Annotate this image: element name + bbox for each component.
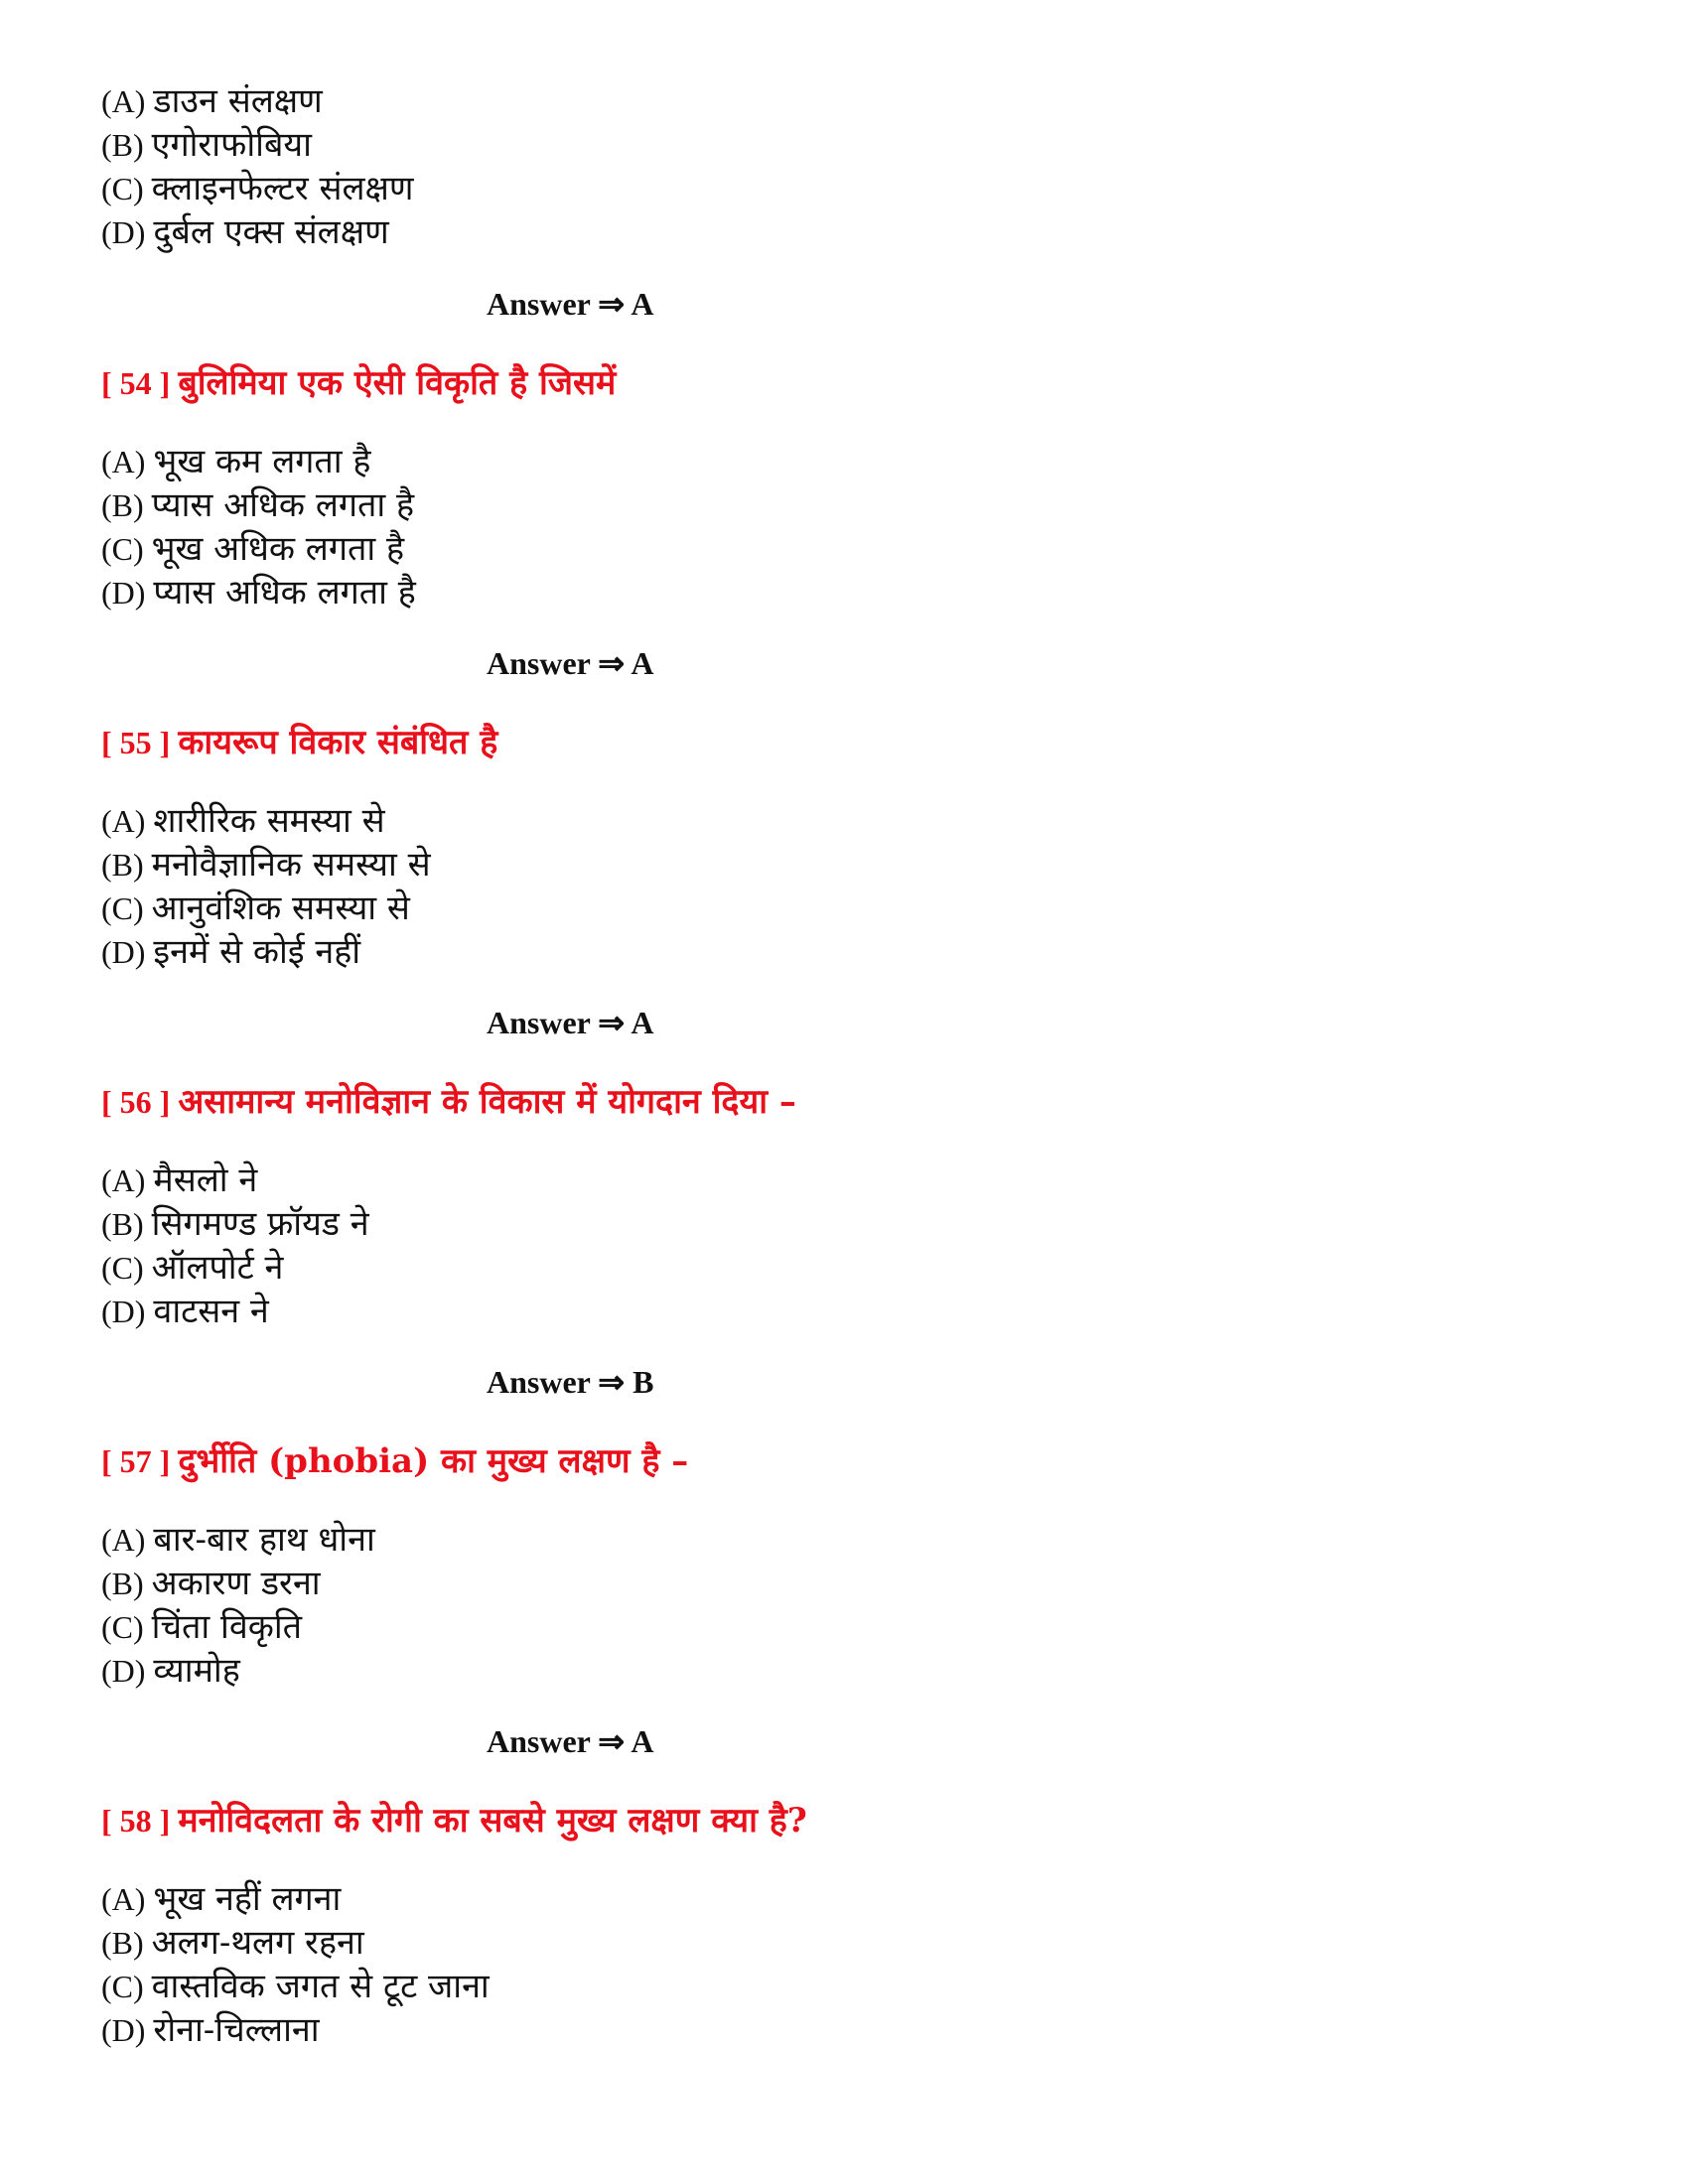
option-c: [101, 1246, 1591, 1290]
option-c: [101, 167, 1591, 210]
option-text: आनुवंशिक समस्या से: [151, 888, 410, 928]
option-a: [101, 79, 1591, 123]
option-text: अलग-थलग रहना: [151, 1923, 364, 1963]
option-c: [101, 1605, 1591, 1649]
option-a: [101, 440, 1591, 483]
option-text: दुर्बल एक्स संलक्षण: [153, 212, 389, 252]
option-b: [101, 843, 1591, 887]
question-text: असामान्य मनोविज्ञान के विकास में योगदान दिया –: [178, 1082, 796, 1122]
option-text: मैसलो ने: [153, 1160, 258, 1200]
options-q56: [101, 1159, 1591, 1333]
option-text: प्यास अधिक लगता है: [153, 573, 416, 613]
option-text: भूख कम लगता है: [153, 442, 371, 481]
option-letter: (D): [101, 1294, 146, 1329]
answer-q56: Answer ⇒ B: [487, 1364, 654, 1400]
option-letter: (B): [101, 1925, 144, 1961]
option-c: [101, 887, 1591, 930]
option-text: एगोराफोबिया: [151, 125, 312, 165]
option-letter: (C): [101, 1969, 144, 2004]
option-a: [101, 1518, 1591, 1562]
option-letter: (C): [101, 1250, 144, 1286]
option-letter: (A): [101, 803, 146, 839]
option-letter: (B): [101, 1566, 144, 1601]
question-54: [101, 359, 616, 407]
options-q53: [101, 79, 1591, 254]
option-b: [101, 1921, 1591, 1965]
option-letter: (A): [101, 1881, 146, 1917]
question-number: [ 56 ]: [101, 1084, 171, 1120]
option-text: सिगमण्ड फ्रॉयड ने: [151, 1204, 369, 1244]
option-text: क्लाइनफेल्टर संलक्षण: [151, 169, 414, 208]
option-letter: (A): [101, 83, 146, 119]
answer-q55: Answer ⇒ A: [487, 1005, 654, 1040]
option-text: वाटसन ने: [153, 1292, 269, 1331]
option-letter: (A): [101, 444, 146, 479]
question-55: [101, 719, 497, 766]
option-d: [101, 1649, 1591, 1693]
question-text: दुर्भीति (phobia) का मुख्य लक्षण है –: [178, 1441, 689, 1481]
option-letter: (A): [101, 1162, 146, 1198]
option-letter: (D): [101, 214, 146, 250]
option-text: भूख नहीं लगना: [153, 1879, 342, 1919]
answer-q53: Answer ⇒ A: [487, 286, 654, 322]
option-text: ऑलपोर्ट ने: [151, 1248, 284, 1288]
option-text: रोना-चिल्लाना: [153, 2010, 320, 2050]
option-letter: (D): [101, 2012, 146, 2048]
question-text: मनोविदलता के रोगी का सबसे मुख्य लक्षण क्या है?: [178, 1801, 807, 1841]
option-text: अकारण डरना: [151, 1564, 321, 1603]
option-c: [101, 527, 1591, 571]
option-text: वास्तविक जगत से टूट जाना: [151, 1967, 490, 2006]
option-text: प्यास अधिक लगता है: [151, 485, 415, 525]
question-text: बुलिमिया एक ऐसी विकृति है जिसमें: [178, 363, 617, 403]
option-d: [101, 571, 1591, 614]
option-letter: (A): [101, 1522, 146, 1558]
option-text: भूख अधिक लगता है: [151, 529, 405, 569]
option-a: [101, 1877, 1591, 1921]
option-b: [101, 1562, 1591, 1605]
options-q57: [101, 1518, 1591, 1693]
option-text: मनोवैज्ञानिक समस्या से: [151, 845, 431, 885]
question-56: [101, 1078, 796, 1126]
option-text: बार-बार हाथ धोना: [153, 1520, 375, 1560]
option-d: [101, 2008, 1591, 2052]
question-number: [ 54 ]: [101, 365, 171, 401]
question-58: [101, 1797, 807, 1844]
option-d: [101, 210, 1591, 254]
option-letter: (D): [101, 1653, 146, 1689]
option-text: इनमें से कोई नहीं: [153, 932, 361, 972]
options-q54: [101, 440, 1591, 614]
option-b: [101, 483, 1591, 527]
option-a: [101, 799, 1591, 843]
option-b: [101, 123, 1591, 167]
option-letter: (B): [101, 847, 144, 883]
question-number: [ 55 ]: [101, 725, 171, 760]
question-text: कायरूप विकार संबंधित है: [178, 723, 498, 762]
option-text: डाउन संलक्षण: [153, 81, 323, 121]
option-d: [101, 1290, 1591, 1333]
options-q55: [101, 799, 1591, 974]
option-d: [101, 930, 1591, 974]
option-letter: (C): [101, 890, 144, 926]
option-text: व्यामोह: [153, 1651, 240, 1691]
options-q58: [101, 1877, 1591, 2052]
option-letter: (B): [101, 1206, 144, 1242]
option-letter: (B): [101, 127, 144, 163]
option-a: [101, 1159, 1591, 1202]
option-letter: (D): [101, 934, 146, 970]
option-b: [101, 1202, 1591, 1246]
question-57: [101, 1437, 688, 1485]
option-c: [101, 1965, 1591, 2008]
answer-q57: Answer ⇒ A: [487, 1723, 654, 1759]
option-letter: (B): [101, 487, 144, 523]
option-text: शारीरिक समस्या से: [153, 801, 385, 841]
question-number: [ 58 ]: [101, 1803, 171, 1839]
option-text: चिंता विकृति: [151, 1607, 303, 1647]
option-letter: (D): [101, 575, 146, 611]
option-letter: (C): [101, 171, 144, 206]
answer-q54: Answer ⇒ A: [487, 645, 654, 681]
option-letter: (C): [101, 531, 144, 567]
question-number: [ 57 ]: [101, 1443, 171, 1479]
option-letter: (C): [101, 1609, 144, 1645]
